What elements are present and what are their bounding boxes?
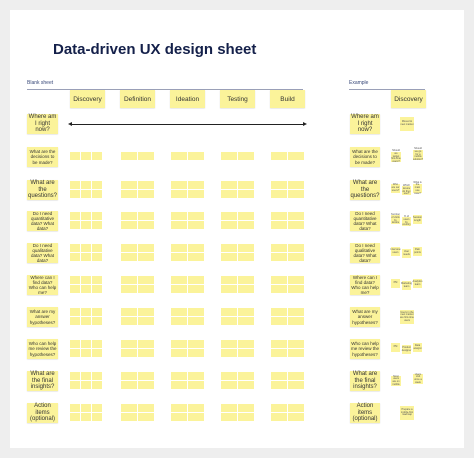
empty-sticky-note[interactable] bbox=[188, 190, 204, 198]
empty-sticky-note[interactable] bbox=[70, 212, 80, 220]
empty-sticky-note[interactable] bbox=[188, 276, 204, 284]
arrow-right-icon bbox=[303, 122, 307, 126]
empty-sticky-note[interactable] bbox=[221, 340, 237, 348]
empty-sticky-note[interactable] bbox=[81, 285, 91, 293]
empty-sticky-note[interactable] bbox=[171, 381, 187, 389]
empty-sticky-note[interactable] bbox=[171, 285, 187, 293]
empty-sticky-note[interactable] bbox=[288, 221, 304, 229]
example-answer-note[interactable]: Number of visits by device bbox=[391, 213, 400, 225]
empty-sticky-note[interactable] bbox=[271, 404, 287, 412]
empty-sticky-note[interactable] bbox=[92, 244, 102, 252]
empty-sticky-note[interactable] bbox=[92, 190, 102, 198]
empty-sticky-note[interactable] bbox=[81, 152, 91, 160]
empty-sticky-note[interactable] bbox=[271, 253, 287, 261]
empty-sticky-note[interactable] bbox=[221, 317, 237, 325]
empty-sticky-note[interactable] bbox=[238, 349, 254, 357]
example-answer-note[interactable]: User needs bbox=[402, 249, 411, 258]
empty-sticky-note[interactable] bbox=[138, 308, 154, 316]
example-answer-note[interactable]: Product designer bbox=[402, 345, 411, 354]
empty-sticky-note[interactable] bbox=[271, 212, 287, 220]
empty-sticky-note[interactable] bbox=[138, 181, 154, 189]
empty-sticky-note[interactable] bbox=[271, 221, 287, 229]
example-label: Example bbox=[349, 80, 369, 86]
empty-sticky-note[interactable] bbox=[81, 308, 91, 316]
empty-sticky-note[interactable] bbox=[288, 152, 304, 160]
empty-sticky-note[interactable] bbox=[70, 349, 80, 357]
example-answer-note[interactable]: Users visit once a week bbox=[414, 372, 422, 384]
question-sticky[interactable]: Do I need quantitative data? What data? bbox=[27, 211, 58, 231]
empty-sticky-note[interactable] bbox=[288, 372, 304, 380]
example-answer-note[interactable]: What is the main use case? bbox=[413, 180, 422, 195]
empty-sticky-note[interactable] bbox=[238, 413, 254, 421]
example-answer-note[interactable]: Pain points bbox=[413, 247, 422, 256]
question-sticky[interactable]: Do I need qualitative data? What data? bbox=[27, 243, 58, 263]
empty-sticky-note[interactable] bbox=[288, 404, 304, 412]
empty-sticky-note[interactable] bbox=[81, 276, 91, 284]
empty-sticky-note[interactable] bbox=[138, 372, 154, 380]
empty-sticky-note[interactable] bbox=[188, 317, 204, 325]
example-answer-note[interactable]: Marketing team bbox=[402, 281, 411, 290]
empty-sticky-note[interactable] bbox=[171, 221, 187, 229]
empty-sticky-note[interactable] bbox=[188, 349, 204, 357]
empty-sticky-note[interactable] bbox=[81, 413, 91, 421]
empty-sticky-note[interactable] bbox=[288, 381, 304, 389]
empty-sticky-note[interactable] bbox=[188, 181, 204, 189]
empty-sticky-note[interactable] bbox=[70, 190, 80, 198]
phase-header-discovery[interactable]: Discovery bbox=[70, 90, 105, 108]
empty-sticky-note[interactable] bbox=[238, 381, 254, 389]
empty-sticky-note[interactable] bbox=[171, 413, 187, 421]
empty-sticky-note[interactable] bbox=[221, 349, 237, 357]
phase-header-definition[interactable]: Definition bbox=[120, 90, 155, 108]
empty-sticky-note[interactable] bbox=[121, 244, 137, 252]
empty-sticky-note[interactable] bbox=[121, 317, 137, 325]
empty-sticky-note[interactable] bbox=[238, 253, 254, 261]
empty-sticky-note[interactable] bbox=[271, 244, 287, 252]
empty-sticky-note[interactable] bbox=[70, 340, 80, 348]
example-answer-note[interactable]: Interview users bbox=[391, 247, 400, 256]
example-answer-note[interactable]: Analytics team bbox=[413, 279, 422, 288]
example-answer-note[interactable]: Session length bbox=[413, 215, 422, 224]
empty-sticky-note[interactable] bbox=[81, 181, 91, 189]
empty-sticky-note[interactable] bbox=[138, 340, 154, 348]
empty-sticky-note[interactable] bbox=[288, 317, 304, 325]
empty-sticky-note[interactable] bbox=[70, 308, 80, 316]
empty-sticky-note[interactable] bbox=[92, 276, 102, 284]
empty-sticky-note[interactable] bbox=[238, 212, 254, 220]
question-sticky[interactable]: What are the final insights? bbox=[27, 371, 58, 391]
empty-sticky-note[interactable] bbox=[138, 404, 154, 412]
example-answer-note[interactable]: Which device do they use? bbox=[402, 184, 411, 196]
empty-sticky-note[interactable] bbox=[188, 404, 204, 412]
example-question-sticky[interactable]: What are the final insights? bbox=[350, 371, 380, 391]
empty-sticky-note[interactable] bbox=[221, 413, 237, 421]
empty-sticky-note[interactable] bbox=[288, 190, 304, 198]
empty-sticky-note[interactable] bbox=[221, 372, 237, 380]
empty-sticky-note[interactable] bbox=[138, 212, 154, 220]
empty-sticky-note[interactable] bbox=[171, 181, 187, 189]
empty-sticky-note[interactable] bbox=[188, 244, 204, 252]
phase-header-ideation[interactable]: Ideation bbox=[170, 90, 205, 108]
empty-sticky-note[interactable] bbox=[121, 212, 137, 220]
empty-sticky-note[interactable] bbox=[271, 276, 287, 284]
empty-sticky-note[interactable] bbox=[138, 221, 154, 229]
example-question-sticky[interactable]: Do I need qualitative data? What data? bbox=[350, 243, 380, 263]
empty-sticky-note[interactable] bbox=[221, 381, 237, 389]
empty-sticky-note[interactable] bbox=[288, 181, 304, 189]
empty-sticky-note[interactable] bbox=[221, 276, 237, 284]
empty-sticky-note[interactable] bbox=[92, 349, 102, 357]
empty-sticky-note[interactable] bbox=[92, 340, 102, 348]
empty-sticky-note[interactable] bbox=[121, 413, 137, 421]
empty-sticky-note[interactable] bbox=[188, 308, 204, 316]
empty-sticky-note[interactable] bbox=[221, 253, 237, 261]
empty-sticky-note[interactable] bbox=[92, 372, 102, 380]
example-question-sticky[interactable]: What are the questions? bbox=[350, 179, 380, 200]
empty-sticky-note[interactable] bbox=[171, 253, 187, 261]
empty-sticky-note[interactable] bbox=[121, 221, 137, 229]
empty-sticky-note[interactable] bbox=[70, 253, 80, 261]
empty-sticky-note[interactable] bbox=[70, 381, 80, 389]
empty-sticky-note[interactable] bbox=[271, 285, 287, 293]
empty-sticky-note[interactable] bbox=[121, 308, 137, 316]
empty-sticky-note[interactable] bbox=[238, 317, 254, 325]
empty-sticky-note[interactable] bbox=[238, 285, 254, 293]
empty-sticky-note[interactable] bbox=[138, 244, 154, 252]
blank-sheet-label: Blank sheet bbox=[27, 80, 54, 86]
empty-sticky-note[interactable] bbox=[138, 276, 154, 284]
empty-sticky-note[interactable] bbox=[81, 372, 91, 380]
empty-sticky-note[interactable] bbox=[188, 212, 204, 220]
empty-sticky-note[interactable] bbox=[221, 152, 237, 160]
empty-sticky-note[interactable] bbox=[121, 404, 137, 412]
empty-sticky-note[interactable] bbox=[238, 276, 254, 284]
timeline-arrow bbox=[72, 124, 304, 125]
empty-sticky-note[interactable] bbox=[70, 413, 80, 421]
empty-sticky-note[interactable] bbox=[92, 285, 102, 293]
empty-sticky-note[interactable] bbox=[92, 317, 102, 325]
whiteboard-canvas[interactable] bbox=[10, 10, 464, 448]
empty-sticky-note[interactable] bbox=[138, 253, 154, 261]
empty-sticky-note[interactable] bbox=[81, 190, 91, 198]
empty-sticky-note[interactable] bbox=[221, 244, 237, 252]
question-sticky[interactable]: What are the questions? bbox=[28, 179, 58, 200]
example-question-sticky[interactable]: Do I need quantitative data? What data? bbox=[350, 211, 380, 231]
empty-sticky-note[interactable] bbox=[271, 190, 287, 198]
empty-sticky-note[interactable] bbox=[81, 221, 91, 229]
empty-sticky-note[interactable] bbox=[81, 253, 91, 261]
example-question-sticky[interactable]: Where am I right now? bbox=[351, 113, 379, 134]
empty-sticky-note[interactable] bbox=[271, 181, 287, 189]
empty-sticky-note[interactable] bbox=[171, 244, 187, 252]
question-sticky[interactable]: Where am I right now? bbox=[28, 113, 57, 134]
empty-sticky-note[interactable] bbox=[92, 381, 102, 389]
empty-sticky-note[interactable] bbox=[81, 244, 91, 252]
empty-sticky-note[interactable] bbox=[288, 276, 304, 284]
empty-sticky-note[interactable] bbox=[70, 152, 80, 160]
empty-sticky-note[interactable] bbox=[271, 152, 287, 160]
empty-sticky-note[interactable] bbox=[138, 317, 154, 325]
blank-sheet-divider bbox=[27, 89, 303, 90]
empty-sticky-note[interactable] bbox=[70, 276, 80, 284]
question-sticky[interactable]: What are the decisions to be made? bbox=[27, 147, 58, 167]
empty-sticky-note[interactable] bbox=[238, 244, 254, 252]
empty-sticky-note[interactable] bbox=[188, 381, 204, 389]
empty-sticky-note[interactable] bbox=[188, 372, 204, 380]
example-answer-note[interactable]: Prepare a mobile-first roadmap bbox=[400, 406, 414, 420]
example-answer-note[interactable]: PM bbox=[391, 343, 400, 352]
empty-sticky-note[interactable] bbox=[271, 413, 287, 421]
empty-sticky-note[interactable] bbox=[70, 404, 80, 412]
empty-sticky-note[interactable] bbox=[238, 372, 254, 380]
example-question-sticky[interactable]: Action items (optional) bbox=[350, 403, 380, 423]
empty-sticky-note[interactable] bbox=[92, 404, 102, 412]
empty-sticky-note[interactable] bbox=[171, 404, 187, 412]
empty-sticky-note[interactable] bbox=[171, 340, 187, 348]
example-question-sticky[interactable]: Who can help me review the hypotheses? bbox=[350, 339, 380, 359]
question-sticky[interactable]: What are my answer hypotheses? bbox=[27, 307, 58, 327]
empty-sticky-note[interactable] bbox=[171, 152, 187, 160]
empty-sticky-note[interactable] bbox=[138, 381, 154, 389]
empty-sticky-note[interactable] bbox=[81, 404, 91, 412]
empty-sticky-note[interactable] bbox=[288, 212, 304, 220]
empty-sticky-note[interactable] bbox=[70, 285, 80, 293]
example-question-sticky[interactable]: What are my answer hypotheses? bbox=[350, 307, 380, 327]
empty-sticky-note[interactable] bbox=[238, 308, 254, 316]
phase-header-build[interactable]: Build bbox=[270, 90, 305, 108]
empty-sticky-note[interactable] bbox=[238, 404, 254, 412]
empty-sticky-note[interactable] bbox=[92, 181, 102, 189]
example-answer-note[interactable]: Should we target first-time users? bbox=[391, 149, 401, 164]
example-phase-header[interactable]: Discovery bbox=[391, 90, 426, 108]
empty-sticky-note[interactable] bbox=[271, 372, 287, 380]
empty-sticky-note[interactable] bbox=[138, 413, 154, 421]
example-answer-note[interactable]: Should we go for a mobile solution? bbox=[413, 147, 424, 162]
empty-sticky-note[interactable] bbox=[188, 152, 204, 160]
empty-sticky-note[interactable] bbox=[171, 212, 187, 220]
empty-sticky-note[interactable] bbox=[171, 276, 187, 284]
empty-sticky-note[interactable] bbox=[92, 152, 102, 160]
example-answer-note[interactable]: Who are our users? bbox=[391, 183, 400, 192]
empty-sticky-note[interactable] bbox=[171, 317, 187, 325]
empty-sticky-note[interactable] bbox=[92, 308, 102, 316]
empty-sticky-note[interactable] bbox=[70, 244, 80, 252]
empty-sticky-note[interactable] bbox=[288, 244, 304, 252]
empty-sticky-note[interactable] bbox=[238, 221, 254, 229]
empty-sticky-note[interactable] bbox=[238, 340, 254, 348]
empty-sticky-note[interactable] bbox=[188, 413, 204, 421]
empty-sticky-note[interactable] bbox=[70, 317, 80, 325]
empty-sticky-note[interactable] bbox=[221, 221, 237, 229]
example-answer-note[interactable]: PM bbox=[391, 279, 400, 288]
empty-sticky-note[interactable] bbox=[121, 152, 137, 160]
empty-sticky-note[interactable] bbox=[271, 340, 287, 348]
empty-sticky-note[interactable] bbox=[121, 372, 137, 380]
example-answer-note[interactable]: Users in the new market are first-time users bbox=[400, 310, 414, 324]
empty-sticky-note[interactable] bbox=[121, 181, 137, 189]
empty-sticky-note[interactable] bbox=[70, 221, 80, 229]
empty-sticky-note[interactable] bbox=[238, 190, 254, 198]
example-answer-note[interactable]: Data analyst bbox=[413, 343, 422, 352]
empty-sticky-note[interactable] bbox=[121, 253, 137, 261]
empty-sticky-note[interactable] bbox=[288, 413, 304, 421]
empty-sticky-note[interactable] bbox=[238, 181, 254, 189]
empty-sticky-note[interactable] bbox=[121, 190, 137, 198]
empty-sticky-note[interactable] bbox=[121, 349, 137, 357]
empty-sticky-note[interactable] bbox=[188, 285, 204, 293]
empty-sticky-note[interactable] bbox=[171, 308, 187, 316]
example-answer-note[interactable]: Moved to new market bbox=[400, 117, 414, 131]
empty-sticky-note[interactable] bbox=[271, 381, 287, 389]
empty-sticky-note[interactable] bbox=[171, 190, 187, 198]
empty-sticky-note[interactable] bbox=[138, 349, 154, 357]
empty-sticky-note[interactable] bbox=[81, 317, 91, 325]
empty-sticky-note[interactable] bbox=[188, 253, 204, 261]
empty-sticky-note[interactable] bbox=[121, 340, 137, 348]
page-title: Data-driven UX design sheet bbox=[53, 41, 257, 58]
empty-sticky-note[interactable] bbox=[238, 152, 254, 160]
empty-sticky-note[interactable] bbox=[138, 190, 154, 198]
example-answer-note[interactable]: Most users are on mobile bbox=[392, 374, 400, 386]
empty-sticky-note[interactable] bbox=[81, 212, 91, 220]
empty-sticky-note[interactable] bbox=[81, 340, 91, 348]
example-question-sticky[interactable]: Where can I find data? Who can help me? bbox=[351, 274, 379, 296]
empty-sticky-note[interactable] bbox=[221, 181, 237, 189]
empty-sticky-note[interactable] bbox=[138, 285, 154, 293]
empty-sticky-note[interactable] bbox=[92, 221, 102, 229]
empty-sticky-note[interactable] bbox=[288, 349, 304, 357]
phase-header-testing[interactable]: Testing bbox=[220, 90, 255, 108]
empty-sticky-note[interactable] bbox=[288, 308, 304, 316]
empty-sticky-note[interactable] bbox=[92, 413, 102, 421]
example-answer-note[interactable]: % of users by country bbox=[402, 215, 411, 227]
empty-sticky-note[interactable] bbox=[138, 152, 154, 160]
empty-sticky-note[interactable] bbox=[271, 349, 287, 357]
question-sticky[interactable]: Where can I find data? Who can help me? bbox=[28, 274, 57, 296]
empty-sticky-note[interactable] bbox=[288, 340, 304, 348]
empty-sticky-note[interactable] bbox=[121, 381, 137, 389]
empty-sticky-note[interactable] bbox=[221, 308, 237, 316]
example-question-sticky[interactable]: What are the decisions to be made? bbox=[350, 147, 380, 167]
empty-sticky-note[interactable] bbox=[288, 285, 304, 293]
empty-sticky-note[interactable] bbox=[70, 181, 80, 189]
empty-sticky-note[interactable] bbox=[70, 372, 80, 380]
empty-sticky-note[interactable] bbox=[221, 404, 237, 412]
empty-sticky-note[interactable] bbox=[121, 276, 137, 284]
empty-sticky-note[interactable] bbox=[288, 253, 304, 261]
empty-sticky-note[interactable] bbox=[92, 212, 102, 220]
empty-sticky-note[interactable] bbox=[271, 308, 287, 316]
empty-sticky-note[interactable] bbox=[121, 285, 137, 293]
empty-sticky-note[interactable] bbox=[188, 340, 204, 348]
arrow-left-icon bbox=[68, 122, 72, 126]
empty-sticky-note[interactable] bbox=[271, 317, 287, 325]
empty-sticky-note[interactable] bbox=[81, 349, 91, 357]
empty-sticky-note[interactable] bbox=[221, 190, 237, 198]
empty-sticky-note[interactable] bbox=[171, 349, 187, 357]
empty-sticky-note[interactable] bbox=[81, 381, 91, 389]
empty-sticky-note[interactable] bbox=[188, 221, 204, 229]
question-sticky[interactable]: Action items (optional) bbox=[27, 403, 58, 423]
empty-sticky-note[interactable] bbox=[92, 253, 102, 261]
empty-sticky-note[interactable] bbox=[221, 212, 237, 220]
empty-sticky-note[interactable] bbox=[221, 285, 237, 293]
question-sticky[interactable]: Who can help me review the hypotheses? bbox=[27, 339, 58, 359]
empty-sticky-note[interactable] bbox=[171, 372, 187, 380]
